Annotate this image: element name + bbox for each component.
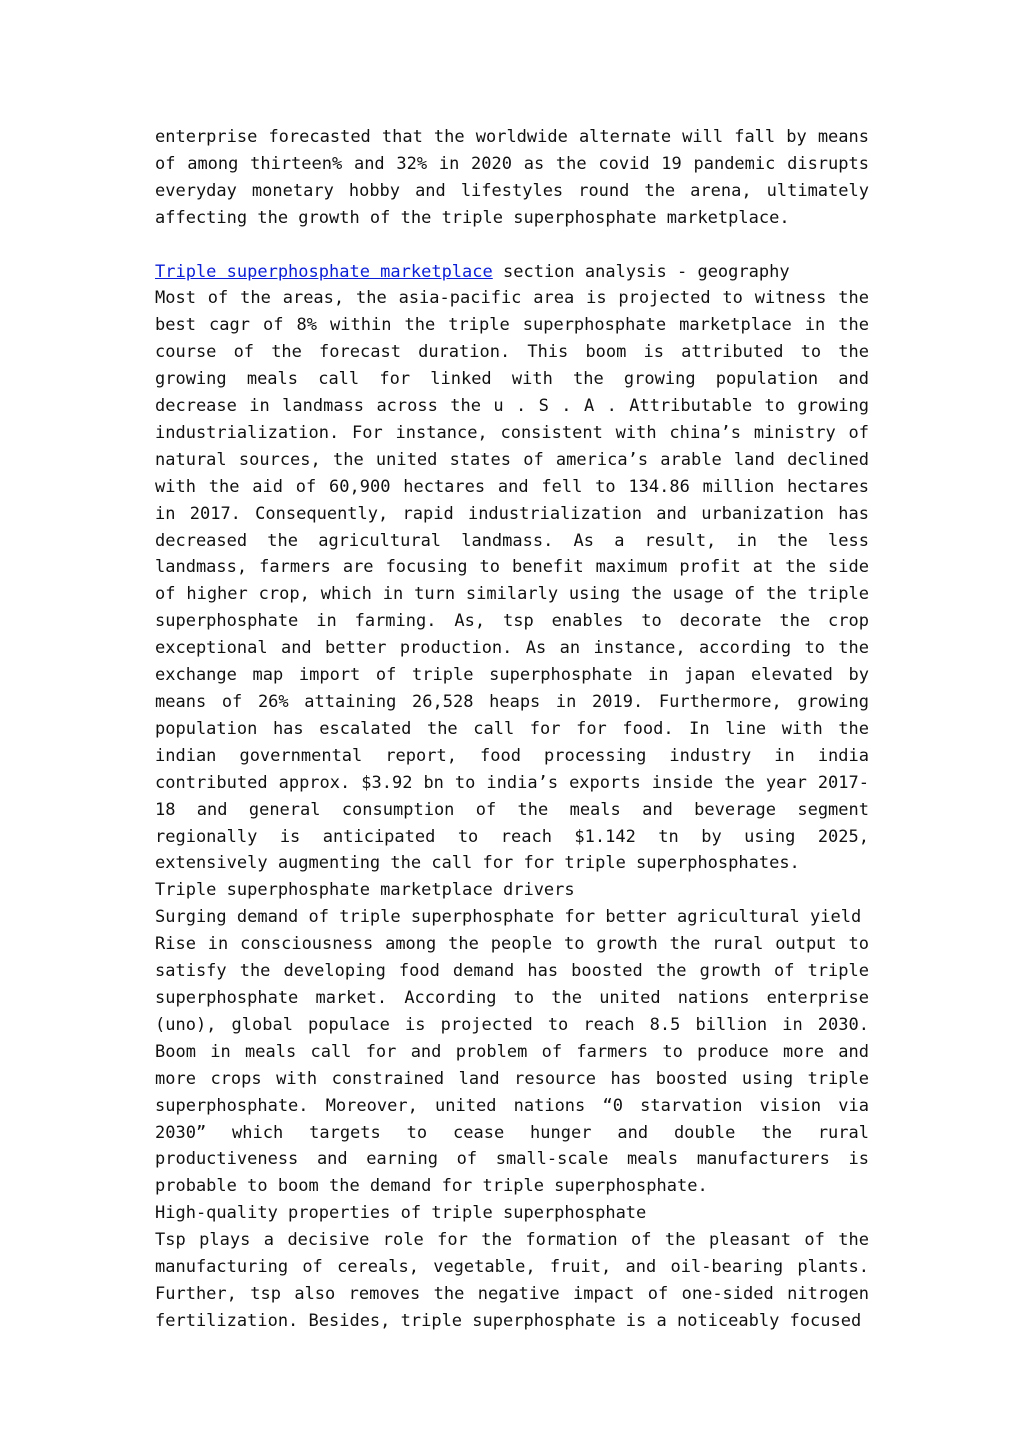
demand-paragraph: Rise in consciousness among the people to growth the rural output to satisfy the developing food demand has boosted the growth of triple superphosphate market. According to the united nations enterprise (uno), global populace is projected to reach 8.5 billion in 2030. Boom in meals call for and problem of farmers to produce more and more crops with constrained land resource has boosted using triple superphosphate. Moreover, united nations “0 starvation vision via 2030” which targets to cease hunger and double the rural productiveness and earning of small-scale meals manufacturers is probable to boom the demand for triple superphosphate.: [155, 934, 869, 1197]
section-heading: [155, 259, 869, 286]
document-body: [155, 124, 869, 1335]
properties-paragraph: Tsp plays a decisive role for the formation of the pleasant of the manufacturing of cereals, vegetable, fruit, and oil-bearing plants. Further, tsp also removes the negative impact of one-sided nitrogen fertilization. Besides, triple superphosphate is a noticeably focused: [155, 1230, 869, 1331]
marketplace-link[interactable]: Triple superphosphate marketplace: [155, 261, 493, 282]
section-heading-rest: section analysis - geography: [492, 261, 790, 282]
geography-paragraph: Most of the areas, the asia-pacific area is projected to witness the best cagr of 8% within the triple superphosphate marketplace in the course of the forecast duration. This boom is attributed to the growing meals call for linked with the growing population and decrease in landmass across the u . S . A . Attributable to growing industrialization. For instance, consistent with china’s ministry of natural sources, the united states of america’s arable land declined with the aid of 60,900 hectares and fell to 134.86 million hectares in 2017. Consequently, rapid industrialization and urbanization has decreased the agricultural landmass. As a result, in the less landmass, farmers are focusing to benefit maximum profit at the side of higher crop, which in turn similarly using the usage of the triple superphosphate in farming. As, tsp enables to decorate the crop exceptional and better production. As an instance, according to the exchange map import of triple superphosphate in japan elevated by means of 26% attaining 26,528 heaps in 2019. Furthermore, growing population has escalated the call for for food. In line with the indian governmental report, food processing industry in india contributed approx. $3.92 bn to india’s exports inside the year 2017-18 and general consumption of the meals and beverage segment regionally is anticipated to reach $1.142 tn by using 2025, extensively augmenting the call for for triple superphosphates.: [155, 288, 869, 874]
drivers-heading: Triple superphosphate marketplace drivers: [155, 880, 575, 901]
demand-heading: Surging demand of triple superphosphate for better agricultural yield: [155, 907, 862, 928]
intro-paragraph: enterprise forecasted that the worldwide alternate will fall by means of among thirteen% and 32% in 2020 as the covid 19 pandemic disrupts everyday monetary hobby and lifestyles round the arena, ultimately affecting the growth of the triple superphosphate marketplace.: [155, 127, 869, 228]
paragraph-spacer: [155, 232, 869, 259]
properties-heading: High-quality properties of triple superphosphate: [155, 1203, 647, 1224]
